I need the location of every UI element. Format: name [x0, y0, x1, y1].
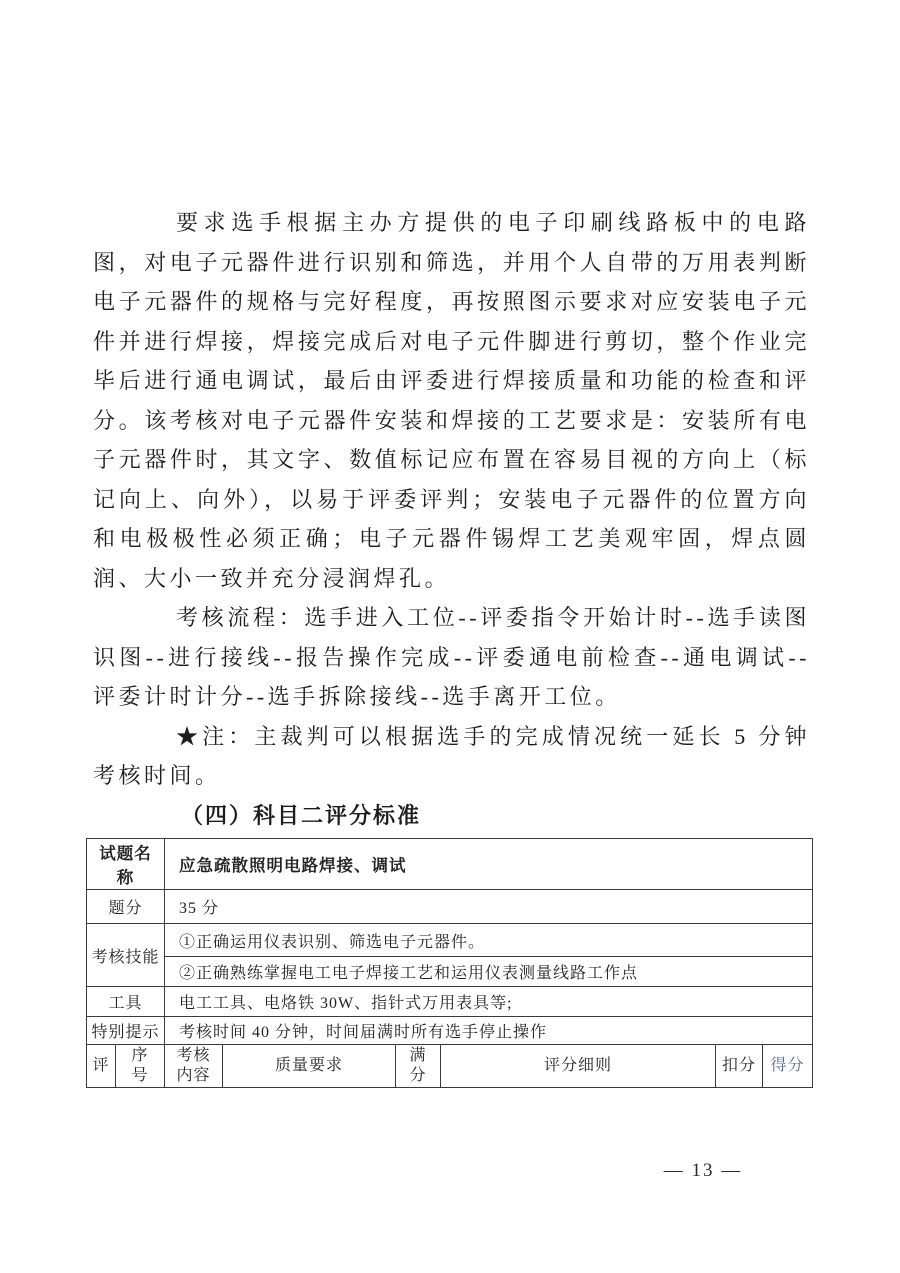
cell-skills-label: 考核技能	[87, 924, 165, 987]
header-cell-quality-requirement: 质量要求	[223, 1045, 396, 1088]
cell-skills-value-1: ①正确运用仪表识别、筛选电子元器件。	[165, 924, 813, 957]
table-row-tools	[87, 987, 813, 1017]
paragraph-note: ★注：主裁判可以根据选手的完成情况统一延长 5 分钟考核时间。	[93, 723, 810, 788]
cell-skills-value-2: ②正确熟练掌握电工电子焊接工艺和运用仪表测量线路工作点	[165, 957, 813, 987]
page-number: — 13 —	[663, 1160, 743, 1181]
cell-tools-value: 电工工具、电烙铁 30W、指针式万用表具等;	[165, 987, 813, 1017]
cell-points-value: 35 分	[165, 890, 813, 924]
table-row-points	[87, 890, 813, 924]
table-row-special-note	[87, 1017, 813, 1045]
paragraph-exam-process: 考核流程：选手进入工位--评委指令开始计时--选手读图识图--进行接线--报告操作完成--评委通电前检查--通电调试--评委计时计分--选手拆除接线--选手离开工位。	[93, 605, 810, 709]
table-row-title	[87, 839, 813, 890]
header-cell-serial-number: 序号	[116, 1045, 165, 1088]
paragraph-exam-description: 要求选手根据主办方提供的电子印刷线路板中的电路图，对电子元器件进行识别和筛选，并用个人自带的万用表判断电子元器件的规格与完好程度，再按照图示要求对应安装电子元件并进行焊接，焊接完成后对电子元件脚进行剪切，整个作业完毕后进行通电调试，最后由评委进行焊接质量和功能的检查和评分。该考核对电子元器件安装和焊接的工艺要求是：安装所有电子元器件时，其文字、数值标记应布置在容易目视的方向上（标记向上、向外），以易于评委评判；安装电子元器件的位置方向和电极极性必须正确；电子元器件锡焊工艺美观牢固，焊点圆润、大小一致并充分浸润焊孔。	[93, 210, 810, 591]
header-cell-eval: 评	[87, 1045, 116, 1088]
cell-points-label: 题分	[87, 890, 165, 924]
cell-title-label: 试题名称	[87, 839, 165, 890]
section-heading: （四）科目二评分标准	[181, 802, 422, 828]
cell-tools-label: 工具	[87, 987, 165, 1017]
header-cell-full-score: 满分	[396, 1045, 441, 1088]
table-row-skills-2	[87, 957, 813, 987]
cell-special-note-value: 考核时间 40 分钟，时间届满时所有选手停止操作	[165, 1017, 813, 1045]
header-cell-scoring-rules: 评分细则	[441, 1045, 716, 1088]
scoring-standard-table	[86, 838, 813, 1088]
header-cell-assessment-content: 考核内容	[165, 1045, 223, 1088]
header-cell-deduction: 扣分	[716, 1045, 763, 1088]
document-body	[93, 203, 810, 835]
header-cell-score-obtained: 得分	[763, 1045, 813, 1088]
table-row-skills-1	[87, 924, 813, 957]
table-header-row	[87, 1045, 813, 1088]
cell-title-value: 应急疏散照明电路焊接、调试	[165, 839, 813, 890]
cell-special-note-label: 特别提示	[87, 1017, 165, 1045]
